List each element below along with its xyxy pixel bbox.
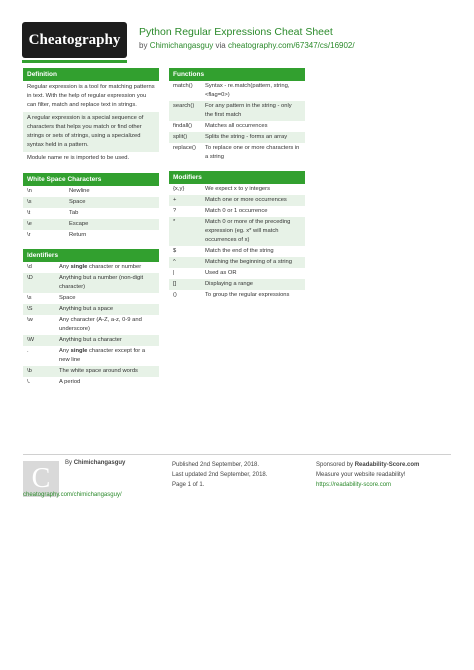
row-value: Match the end of the string bbox=[205, 248, 274, 254]
row-value: To replace one or more characters in a string bbox=[205, 145, 300, 160]
logo-underline bbox=[22, 60, 127, 63]
table-row bbox=[23, 186, 159, 197]
table-row bbox=[169, 121, 305, 132]
identifiers-heading: Identifiers bbox=[23, 249, 159, 262]
table-row bbox=[169, 132, 305, 143]
row-value: Match one or more occurrences bbox=[205, 197, 287, 203]
table-row bbox=[23, 208, 159, 219]
footer-author bbox=[65, 460, 125, 466]
table-row bbox=[23, 230, 159, 241]
functions-box bbox=[169, 68, 305, 163]
table-row bbox=[23, 197, 159, 208]
row-key: split() bbox=[173, 134, 188, 140]
row-key: replace() bbox=[173, 145, 196, 151]
via-label: via bbox=[215, 41, 226, 50]
identifiers-box bbox=[23, 249, 159, 388]
row-key: \d bbox=[27, 264, 32, 270]
author-link[interactable]: Chimichangasguy bbox=[149, 41, 214, 50]
footer-dates bbox=[172, 460, 267, 490]
table-row bbox=[23, 262, 159, 273]
row-key: {x,y} bbox=[173, 186, 185, 192]
row-key: match() bbox=[173, 83, 193, 89]
row-key: [] bbox=[173, 281, 177, 287]
row-key: \W bbox=[27, 337, 35, 343]
row-key: ? bbox=[173, 208, 177, 214]
row-value: Escape bbox=[69, 221, 89, 227]
header bbox=[22, 22, 454, 64]
row-value: Tab bbox=[69, 210, 79, 216]
whitespace-box bbox=[23, 173, 159, 241]
row-value: Syntax - re.match(pattern, string, <flag=0>) bbox=[205, 83, 290, 98]
functions-heading: Functions bbox=[169, 68, 305, 81]
row-value: To group the regular expressions bbox=[205, 292, 290, 298]
table-row bbox=[169, 184, 305, 195]
definition-paragraph: Regular expression is a tool for matching patterns in text. With the help of regular expression you can filter, match and replace text in strings. bbox=[27, 84, 155, 108]
table-row bbox=[169, 81, 305, 101]
definition-paragraph: Module name re is imported to be used. bbox=[27, 155, 130, 161]
row-key: \s bbox=[27, 295, 32, 301]
row-key: \s bbox=[27, 199, 32, 205]
table-row bbox=[169, 206, 305, 217]
sheet-title: Python Regular Expressions Cheat Sheet bbox=[139, 26, 333, 38]
author-profile-link[interactable]: cheatography.com/chimichangasguy/ bbox=[23, 492, 122, 498]
row-value: Matching the beginning of a string bbox=[205, 259, 293, 265]
row-key: \r bbox=[27, 232, 31, 238]
row-value: A period bbox=[59, 379, 81, 385]
left-column bbox=[23, 68, 159, 396]
table-row bbox=[169, 257, 305, 268]
page-number: Page 1 of 1. bbox=[172, 482, 205, 488]
footer-by-label: By bbox=[65, 460, 73, 466]
table-row bbox=[23, 273, 159, 293]
row-key: () bbox=[173, 292, 177, 298]
row-key: search() bbox=[173, 103, 195, 109]
table-row bbox=[169, 279, 305, 290]
published-date: Published 2nd September, 2018. bbox=[172, 462, 260, 468]
row-value: Match 0 or more of the preceding expression (eg. x* will match occurrences of x) bbox=[205, 219, 291, 243]
row-value: Splits the string - forms an array bbox=[205, 134, 288, 140]
row-key: \D bbox=[27, 275, 33, 281]
row-value: Used as OR bbox=[205, 270, 237, 276]
sponsor-name[interactable]: Readability-Score.com bbox=[354, 462, 420, 468]
updated-date: Last updated 2nd September, 2018. bbox=[172, 472, 268, 478]
row-value: We expect x to y integers bbox=[205, 186, 270, 192]
row-value: Newline bbox=[69, 188, 90, 194]
row-value: Anything but a character bbox=[59, 337, 122, 343]
cheatography-logo[interactable]: Cheatography bbox=[22, 22, 127, 58]
row-value: Space bbox=[59, 295, 76, 301]
row-key: + bbox=[173, 197, 177, 203]
row-key: $ bbox=[173, 248, 177, 254]
row-key: \t bbox=[27, 210, 31, 216]
row-value: For any pattern in the string - only the first match bbox=[205, 103, 292, 118]
table-row bbox=[23, 366, 159, 377]
footer-author-name[interactable]: Chimichangasguy bbox=[73, 460, 126, 466]
table-row bbox=[23, 335, 159, 346]
row-value: Any single character except for a new line bbox=[59, 348, 146, 363]
modifiers-box bbox=[169, 171, 305, 301]
row-key: ^ bbox=[173, 259, 176, 265]
table-row bbox=[169, 143, 305, 163]
sponsor-url-link[interactable]: https://readability-score.com bbox=[316, 482, 392, 488]
definition-box bbox=[23, 68, 159, 165]
row-key: \. bbox=[27, 379, 31, 385]
table-row bbox=[169, 290, 305, 301]
row-key: \n bbox=[27, 188, 32, 194]
table-row bbox=[169, 268, 305, 279]
whitespace-heading: White Space Characters bbox=[23, 173, 159, 186]
modifiers-heading: Modifiers bbox=[169, 171, 305, 184]
sheet-url-link[interactable]: cheatography.com/67347/cs/16902/ bbox=[227, 41, 355, 50]
row-key: \w bbox=[27, 317, 33, 323]
row-value: Match 0 or 1 occurrence bbox=[205, 208, 268, 214]
row-key: \b bbox=[27, 368, 32, 374]
row-key: \e bbox=[27, 221, 32, 227]
row-key: * bbox=[173, 219, 176, 225]
table-row bbox=[169, 101, 305, 121]
row-value: Space bbox=[69, 199, 86, 205]
table-row bbox=[169, 246, 305, 257]
row-value: Any character (A-Z, a-z, 0-9 and underscore) bbox=[59, 317, 142, 332]
table-row bbox=[169, 195, 305, 206]
table-row bbox=[23, 219, 159, 230]
table-row bbox=[23, 304, 159, 315]
definition-paragraph: A regular expression is a special sequence of characters that helps you match or find other strings or sets of strings, using a specialized syntax held in a pattern. bbox=[23, 112, 159, 152]
row-key: \S bbox=[27, 306, 33, 312]
footer-sponsor bbox=[316, 460, 419, 490]
row-key: | bbox=[173, 270, 175, 276]
footer-divider bbox=[23, 454, 451, 455]
row-value: Anything but a number (non-digit character) bbox=[59, 275, 144, 290]
row-value: Matches all occurrences bbox=[205, 123, 268, 129]
table-row bbox=[23, 377, 159, 388]
right-column bbox=[169, 68, 305, 309]
sponsor-tagline: Measure your website readability! bbox=[316, 472, 406, 478]
row-value: Return bbox=[69, 232, 87, 238]
table-row bbox=[23, 293, 159, 304]
table-row bbox=[23, 346, 159, 366]
row-key: findall() bbox=[173, 123, 193, 129]
row-key: . bbox=[27, 348, 29, 354]
sheet-subtitle bbox=[139, 41, 355, 50]
sponsor-line: Sponsored by Readability-Score.com bbox=[316, 462, 420, 468]
definition-heading: Definition bbox=[23, 68, 159, 81]
table-row bbox=[169, 217, 305, 246]
table-row bbox=[23, 315, 159, 335]
row-value: Displaying a range bbox=[205, 281, 254, 287]
by-label: by bbox=[139, 41, 148, 50]
row-value: Any single character or number bbox=[59, 264, 142, 270]
row-value: Anything but a space bbox=[59, 306, 114, 312]
row-value: The white space around words bbox=[59, 368, 138, 374]
author-avatar[interactable]: C bbox=[23, 461, 59, 497]
